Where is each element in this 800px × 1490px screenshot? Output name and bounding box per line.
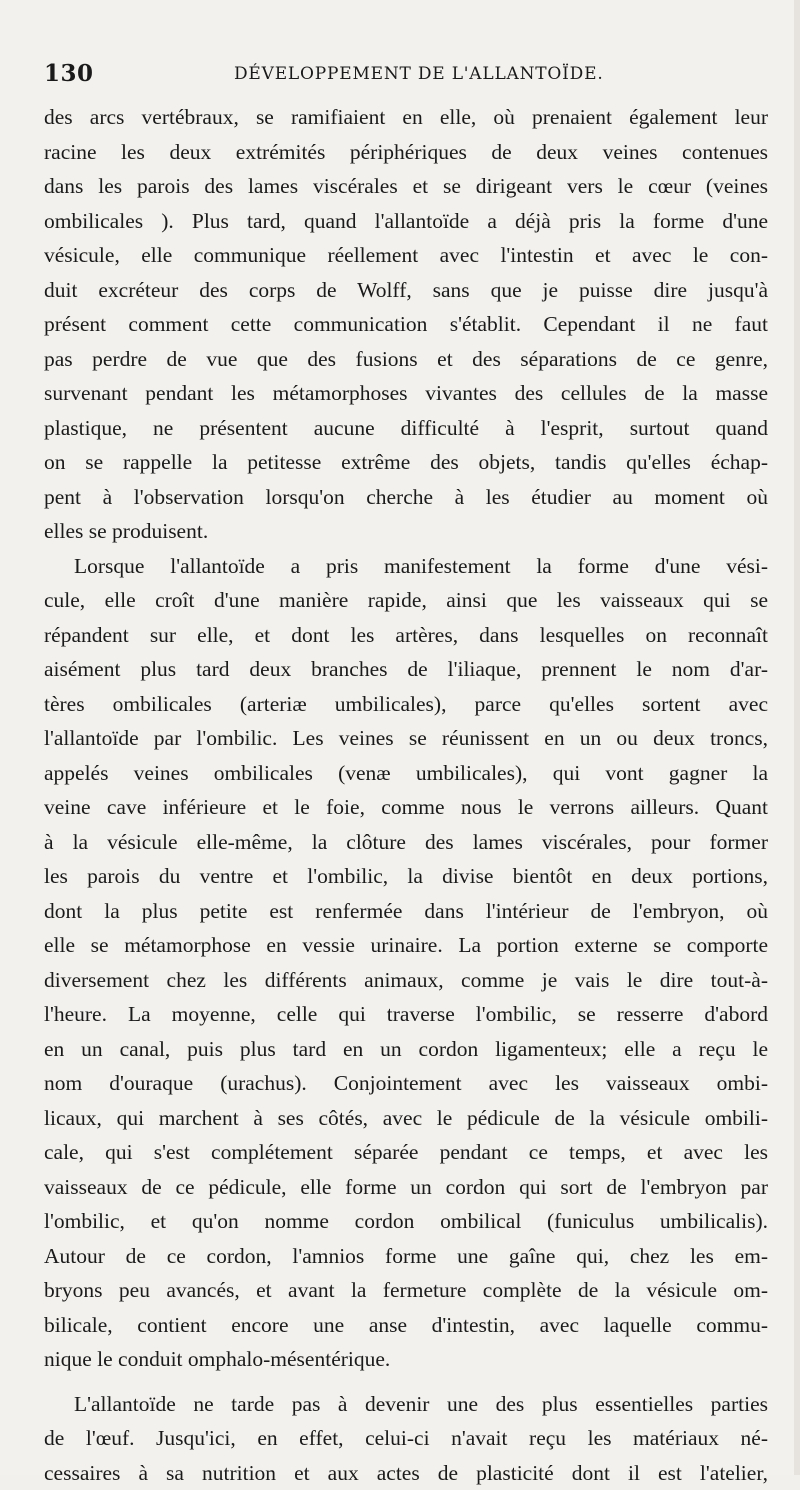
text-line: bryons peu avancés, et avant la fermeture complète de la vésicule om-: [44, 1273, 768, 1308]
page-number: 130: [44, 60, 94, 87]
paragraph-2: [44, 549, 768, 1377]
paragraph-3: [44, 1387, 768, 1490]
text-line: elles se produisent.: [44, 514, 768, 549]
text-line: à la vésicule elle-même, la clôture des lames viscérales, pour former: [44, 825, 768, 860]
text-line: on se rappelle la petitesse extrême des objets, tandis qu'elles échap-: [44, 445, 768, 480]
text-line: l'ombilic, et qu'on nomme cordon ombilical (funiculus umbilicalis).: [44, 1204, 768, 1239]
text-line: cessaires à sa nutrition et aux actes de plasticité dont il est l'atelier,: [44, 1456, 768, 1490]
text-line: aisément plus tard deux branches de l'iliaque, prennent le nom d'ar-: [44, 652, 768, 687]
text-line: elle se métamorphose en vessie urinaire. La portion externe se comporte: [44, 928, 768, 963]
text-line: nom d'ouraque (urachus). Conjointement avec les vaisseaux ombi-: [44, 1066, 768, 1101]
text-line: dans les parois des lames viscérales et se dirigeant vers le cœur (veines: [44, 169, 768, 204]
text-line: Lorsque l'allantoïde a pris manifestement la forme d'une vési-: [44, 549, 768, 584]
text-line: vaisseaux de ce pédicule, elle forme un cordon qui sort de l'embryon par: [44, 1170, 768, 1205]
text-line: vésicule, elle communique réellement avec l'intestin et avec le con-: [44, 238, 768, 273]
text-line: cule, elle croît d'une manière rapide, ainsi que les vaisseaux qui se: [44, 583, 768, 618]
text-line: les parois du ventre et l'ombilic, la divise bientôt en deux portions,: [44, 859, 768, 894]
body-text: [44, 100, 768, 1490]
text-line: appelés veines ombilicales (venæ umbilicales), qui vont gagner la: [44, 756, 768, 791]
text-line: veine cave inférieure et le foie, comme nous le verrons ailleurs. Quant: [44, 790, 768, 825]
text-line: diversement chez les différents animaux, comme je vais le dire tout-à-: [44, 963, 768, 998]
text-line: présent comment cette communication s'établit. Cependant il ne faut: [44, 307, 768, 342]
text-line: nique le conduit omphalo-mésentérique.: [44, 1342, 768, 1377]
text-line: plastique, ne présentent aucune difficulté à l'esprit, surtout quand: [44, 411, 768, 446]
text-line: l'heure. La moyenne, celle qui traverse l'ombilic, se resserre d'abord: [44, 997, 768, 1032]
text-line: ombilicales ). Plus tard, quand l'allantoïde a déjà pris la forme d'une: [44, 204, 768, 239]
paragraph-1: [44, 100, 768, 549]
text-line: l'allantoïde par l'ombilic. Les veines se réunissent en un ou deux troncs,: [44, 721, 768, 756]
page-edge: [794, 0, 800, 1475]
text-line: licaux, qui marchent à ses côtés, avec le pédicule de la vésicule ombili-: [44, 1101, 768, 1136]
text-line: de l'œuf. Jusqu'ici, en effet, celui-ci n'avait reçu les matériaux né-: [44, 1421, 768, 1456]
text-line: survenant pendant les métamorphoses vivantes des cellules de la masse: [44, 376, 768, 411]
text-line: pas perdre de vue que des fusions et des séparations de ce genre,: [44, 342, 768, 377]
text-line: bilicale, contient encore une anse d'intestin, avec laquelle commu-: [44, 1308, 768, 1343]
text-line: dont la plus petite est renfermée dans l'intérieur de l'embryon, où: [44, 894, 768, 929]
text-line: tères ombilicales (arteriæ umbilicales), parce qu'elles sortent avec: [44, 687, 768, 722]
running-title: DÉVELOPPEMENT DE L'ALLANTOÏDE.: [234, 64, 604, 84]
text-line: cale, qui s'est complétement séparée pendant ce temps, et avec les: [44, 1135, 768, 1170]
text-line: répandent sur elle, et dont les artères, dans lesquelles on reconnaît: [44, 618, 768, 653]
text-line: racine les deux extrémités périphériques de deux veines contenues: [44, 135, 768, 170]
text-line: en un canal, puis plus tard en un cordon ligamenteux; elle a reçu le: [44, 1032, 768, 1067]
text-line: duit excréteur des corps de Wolff, sans que je puisse dire jusqu'à: [44, 273, 768, 308]
text-line: Autour de ce cordon, l'amnios forme une gaîne qui, chez les em-: [44, 1239, 768, 1274]
running-head: [44, 60, 760, 96]
text-line: L'allantoïde ne tarde pas à devenir une des plus essentielles parties: [44, 1387, 768, 1422]
text-line: pent à l'observation lorsqu'on cherche à les étudier au moment où: [44, 480, 768, 515]
text-line: des arcs vertébraux, se ramifiaient en elle, où prenaient également leur: [44, 100, 768, 135]
